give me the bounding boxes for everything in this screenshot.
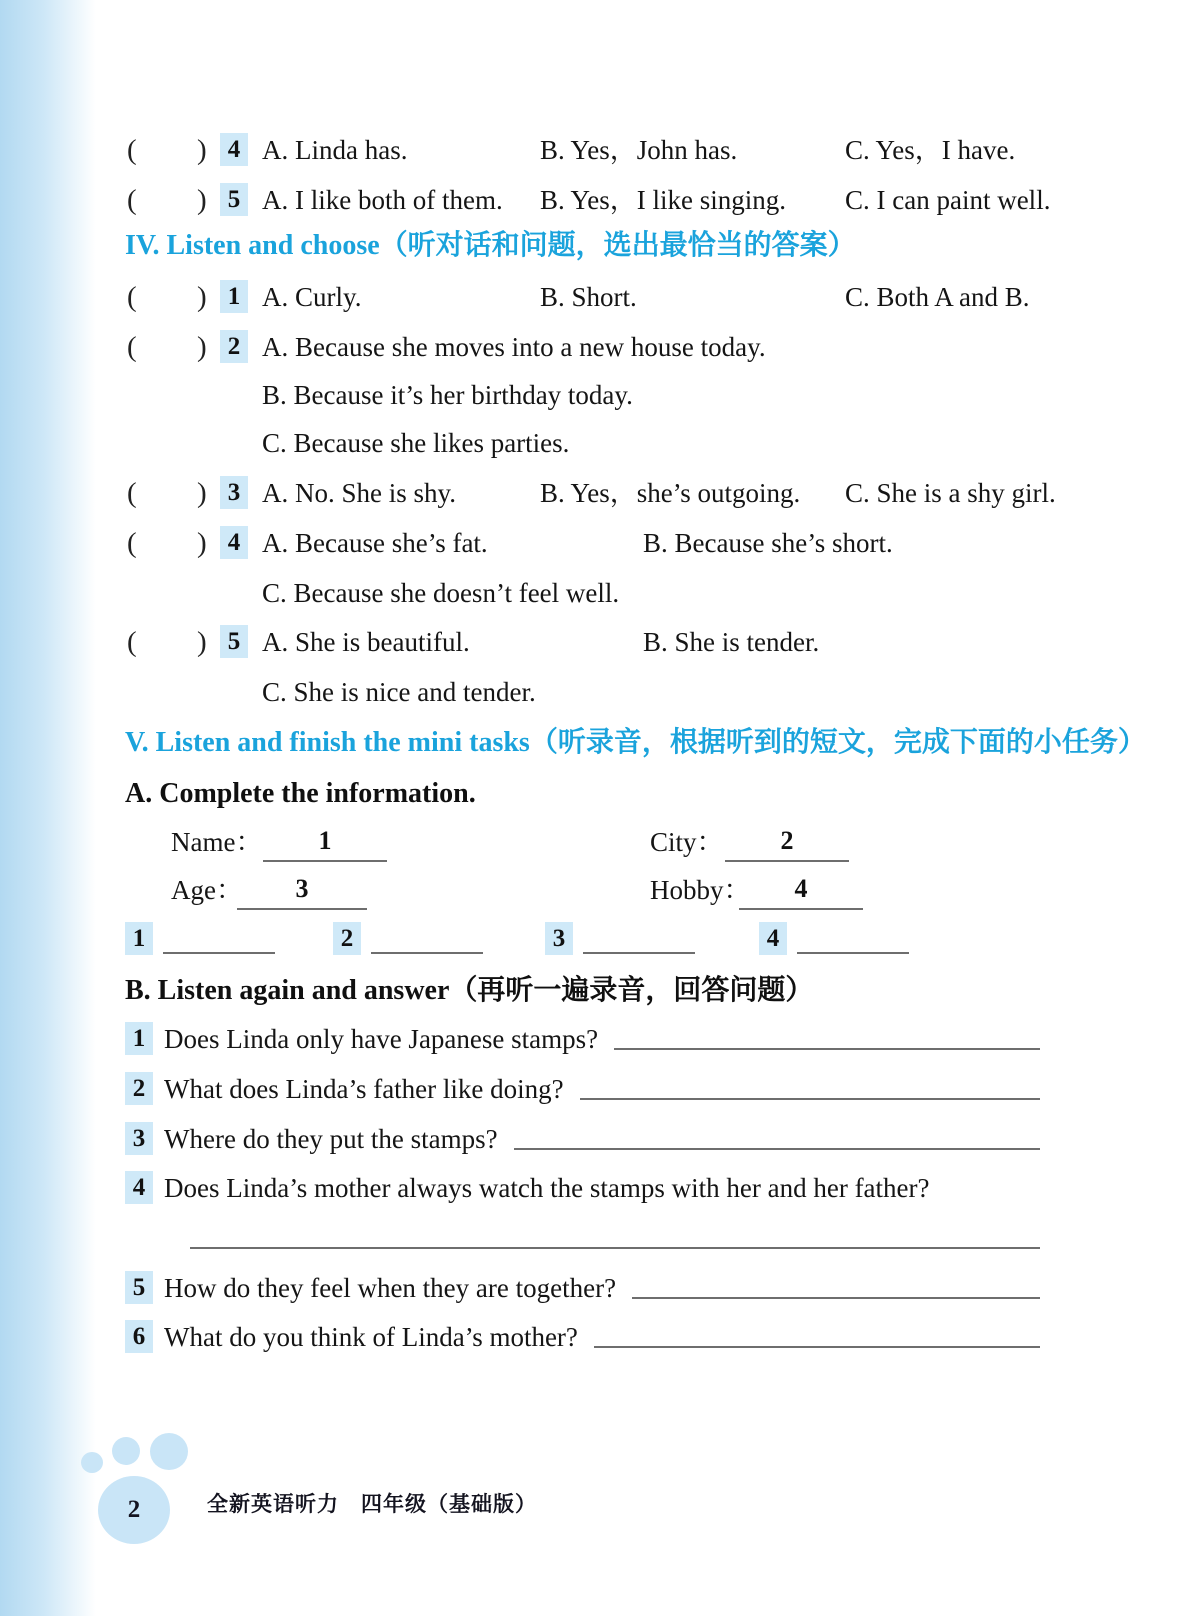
option-b: B. Yes，I like singing. xyxy=(540,185,787,215)
question-number-badge: 4 xyxy=(220,133,248,166)
question-text: What does Linda’s father like doing? xyxy=(164,1074,564,1104)
info-form-row xyxy=(125,824,1125,866)
option-b: B. Because she’s short. xyxy=(643,528,893,558)
paw-print-icon xyxy=(81,1452,103,1473)
question-number-badge: 5 xyxy=(220,625,248,658)
choice-row xyxy=(125,526,1125,564)
choice-row-continuation xyxy=(125,576,1125,614)
question-number-badge: 4 xyxy=(220,526,248,559)
question-text: Does Linda’s mother always watch the stamps with her and her father? xyxy=(164,1173,930,1203)
question-number-badge: 3 xyxy=(125,1122,153,1155)
section5-title: V. Listen and finish the mini tasks（听录音，根据听到的短文，完成下面的小任务） xyxy=(125,727,1146,758)
answer-slot-badge: 4 xyxy=(759,922,787,955)
page-number: 2 xyxy=(98,1476,170,1544)
option-a: A. Curly. xyxy=(262,282,362,312)
option-a: A. Linda has. xyxy=(262,135,408,165)
option-c: C. Yes，I have. xyxy=(845,135,1016,165)
question-number-badge: 4 xyxy=(125,1171,153,1204)
answer-bracket-close: ) xyxy=(197,477,207,509)
choice-row xyxy=(125,330,1125,368)
question-row xyxy=(125,1022,1040,1056)
option-c: C. She is nice and tender. xyxy=(262,677,536,707)
answer-bracket-open: ( xyxy=(127,281,137,313)
question-number-badge: 5 xyxy=(220,183,248,216)
option-c: C. I can paint well. xyxy=(845,185,1051,215)
answer-line xyxy=(514,1148,1040,1150)
age-field-blank: 3 xyxy=(237,872,367,910)
option-a: A. She is beautiful. xyxy=(262,627,470,657)
answer-line xyxy=(594,1346,1040,1348)
page-left-gradient xyxy=(0,0,96,1616)
question-number-badge: 5 xyxy=(125,1271,153,1304)
answer-bracket-open: ( xyxy=(127,527,137,559)
answer-slot-blank xyxy=(797,922,909,954)
question-number-badge: 2 xyxy=(125,1072,153,1105)
info-form-row xyxy=(125,872,1125,914)
answer-bracket-open: ( xyxy=(127,134,137,166)
option-c: C. Both A and B. xyxy=(845,282,1030,312)
option-b: B. Because it’s her birthday today. xyxy=(262,380,633,410)
question-number-badge: 1 xyxy=(125,1022,153,1055)
option-b: B. Yes，John has. xyxy=(540,135,738,165)
answer-bracket-close: ) xyxy=(197,184,207,216)
choice-row-continuation xyxy=(125,675,1125,713)
age-field-label: Age： xyxy=(171,875,243,905)
question-row xyxy=(125,1171,1040,1205)
question-text: What do you think of Linda’s mother? xyxy=(164,1322,578,1352)
question-text: Where do they put the stamps? xyxy=(164,1124,498,1154)
city-field-label: City： xyxy=(650,827,724,857)
choice-row-continuation xyxy=(125,426,1125,464)
question-number-badge: 1 xyxy=(220,280,248,313)
hobby-field-blank: 4 xyxy=(739,872,863,910)
question-number-badge: 3 xyxy=(220,476,248,509)
answer-line xyxy=(614,1048,1040,1050)
question-row xyxy=(125,1072,1040,1106)
book-title: 全新英语听力 四年级（基础版） xyxy=(207,1492,537,1516)
answer-bracket-close: ) xyxy=(197,331,207,363)
answer-bracket-open: ( xyxy=(127,331,137,363)
answer-bracket-close: ) xyxy=(197,527,207,559)
answer-bracket-close: ) xyxy=(197,281,207,313)
paw-print-icon xyxy=(150,1433,188,1470)
option-a: A. Because she’s fat. xyxy=(262,528,488,558)
answer-slot-badge: 2 xyxy=(333,922,361,955)
answer-slot-blank xyxy=(163,922,275,954)
answer-line xyxy=(632,1297,1040,1299)
section5-part-a-title: A. Complete the information. xyxy=(125,778,476,809)
answer-slot-blank xyxy=(583,922,695,954)
answer-line xyxy=(190,1247,1040,1249)
question-row xyxy=(125,1320,1040,1354)
city-field-blank: 2 xyxy=(725,824,849,862)
question-number-badge: 2 xyxy=(220,330,248,363)
answer-bracket-open: ( xyxy=(127,184,137,216)
paw-print-icon xyxy=(112,1437,140,1465)
answer-bracket-close: ) xyxy=(197,626,207,658)
answer-line xyxy=(580,1098,1040,1100)
option-c: C. She is a shy girl. xyxy=(845,478,1056,508)
answer-bracket-open: ( xyxy=(127,626,137,658)
option-c: C. Because she doesn’t feel well. xyxy=(262,578,620,608)
question-text: How do they feel when they are together? xyxy=(164,1273,617,1303)
option-b: B. Yes，she’s outgoing. xyxy=(540,478,801,508)
option-b: B. She is tender. xyxy=(643,627,820,657)
option-c: C. Because she likes parties. xyxy=(262,428,570,458)
option-a: A. Because she moves into a new house today. xyxy=(262,332,766,362)
answer-slot-badge: 1 xyxy=(125,922,153,955)
choice-row xyxy=(125,476,1125,514)
hobby-field-label: Hobby： xyxy=(650,875,751,905)
choice-row xyxy=(125,280,1125,318)
choice-row xyxy=(125,625,1125,663)
answer-slot-blank xyxy=(371,922,483,954)
question-row xyxy=(125,1122,1040,1156)
question-row xyxy=(125,1271,1040,1305)
answer-bracket-close: ) xyxy=(197,134,207,166)
option-a: A. I like both of them. xyxy=(262,185,503,215)
section4-title: IV. Listen and choose（听对话和问题，选出最恰当的答案） xyxy=(125,230,856,261)
answer-slots-row xyxy=(125,922,1125,964)
answer-slot-badge: 3 xyxy=(545,922,573,955)
choice-row xyxy=(125,133,1125,171)
choice-row-continuation xyxy=(125,378,1125,416)
section5-part-b-title: B. Listen again and answer（再听一遍录音，回答问题） xyxy=(125,975,814,1006)
choice-row xyxy=(125,183,1125,221)
name-field-label: Name： xyxy=(171,827,263,857)
name-field-blank: 1 xyxy=(263,824,387,862)
question-text: Does Linda only have Japanese stamps? xyxy=(164,1024,599,1054)
answer-bracket-open: ( xyxy=(127,477,137,509)
question-number-badge: 6 xyxy=(125,1320,153,1353)
option-a: A. No. She is shy. xyxy=(262,478,457,508)
option-b: B. Short. xyxy=(540,282,637,312)
